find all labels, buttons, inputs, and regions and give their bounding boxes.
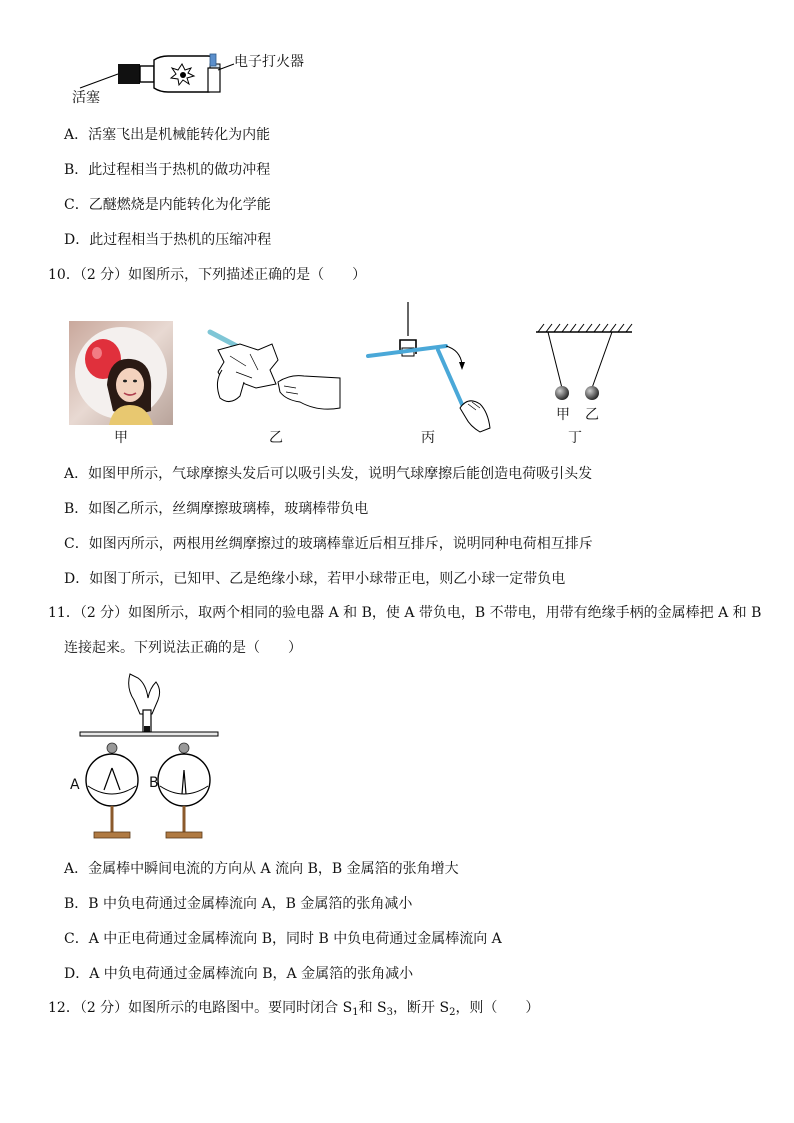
q9-igniter-label: 电子打火器 (234, 54, 304, 70)
ball-yi-icon (585, 386, 599, 400)
q10-label-yi: 乙 (269, 430, 283, 446)
q12-sub-3: 3 (386, 1007, 394, 1018)
q12-stem (48, 999, 539, 1017)
electroscope-b-icon (158, 743, 210, 838)
metal-rod-icon (80, 732, 218, 736)
q12-stem-post: ，则（ ） (455, 1000, 540, 1016)
q12-stem-mid2: ，断开 S (393, 1000, 450, 1016)
q10-figure-jia (69, 321, 173, 425)
q10-option-c: C．如图丙所示，两根用丝绸摩擦过的玻璃棒靠近后相互排斥，说明同种电荷相互排斥 (64, 536, 593, 552)
q10-stem: 10．（2 分）如图所示，下列描述正确的是（ ） (48, 267, 367, 283)
q11-figure-electroscopes (64, 670, 224, 846)
q9-option-b: B．此过程相当于热机的做功冲程 (64, 162, 271, 178)
q10-figure-ding (534, 322, 634, 402)
q10-option-d: D．如图丁所示，已知甲、乙是绝缘小球，若甲小球带正电，则乙小球一定带负电 (64, 571, 566, 587)
q11-option-a: A．金属棒中瞬间电流的方向从 A 流向 B，B 金属箔的张角增大 (64, 861, 459, 877)
q12-sub-1: 1 (352, 1007, 359, 1018)
q11-stem-line2: 连接起来。下列说法正确的是（ ） (64, 640, 302, 656)
q11-label-b: B (149, 775, 159, 791)
q10-option-b: B．如图乙所示，丝绸摩擦玻璃棒，玻璃棒带负电 (64, 501, 369, 517)
q12-sub-2: 2 (449, 1007, 456, 1018)
q10-figure-bing (364, 300, 496, 434)
q12-stem-mid1: 和 S (358, 1000, 387, 1016)
q10-ball-label-yi: 乙 (585, 407, 599, 423)
q11-stem-line1: 11．（2 分）如图所示，取两个相同的验电器 A 和 B，使 A 带负电，B 不带电，用带有绝缘手柄的金属棒把 A 和 B (48, 605, 762, 621)
q9-option-d: D．此过程相当于热机的压缩冲程 (64, 232, 272, 248)
q10-figure-yi (200, 326, 342, 424)
q9-option-c: C．乙醚燃烧是内能转化为化学能 (64, 197, 271, 213)
ball-jia-icon (555, 386, 569, 400)
q10-ball-label-jia: 甲 (556, 407, 570, 423)
q9-option-a: A．活塞飞出是机械能转化为内能 (64, 127, 271, 143)
q11-option-d: D．A 中负电荷通过金属棒流向 B，A 金属箔的张角减小 (64, 966, 414, 982)
electroscope-a-icon (86, 743, 138, 838)
q10-label-bing: 丙 (421, 430, 435, 446)
q12-stem-pre: 12．（2 分）如图所示的电路图中。要同时闭合 S (48, 1000, 353, 1016)
q9-piston-label: 活塞 (72, 90, 100, 106)
q10-option-a: A．如图甲所示，气球摩擦头发后可以吸引头发，说明气球摩擦后能创造电荷吸引头发 (64, 466, 593, 482)
q10-label-ding: 丁 (568, 430, 582, 446)
q11-label-a: A (70, 777, 80, 793)
q11-option-b: B．B 中负电荷通过金属棒流向 A，B 金属箔的张角减小 (64, 896, 413, 912)
q10-label-jia: 甲 (114, 430, 128, 446)
q11-option-c: C．A 中正电荷通过金属棒流向 B，同时 B 中负电荷通过金属棒流向 A (64, 931, 502, 947)
